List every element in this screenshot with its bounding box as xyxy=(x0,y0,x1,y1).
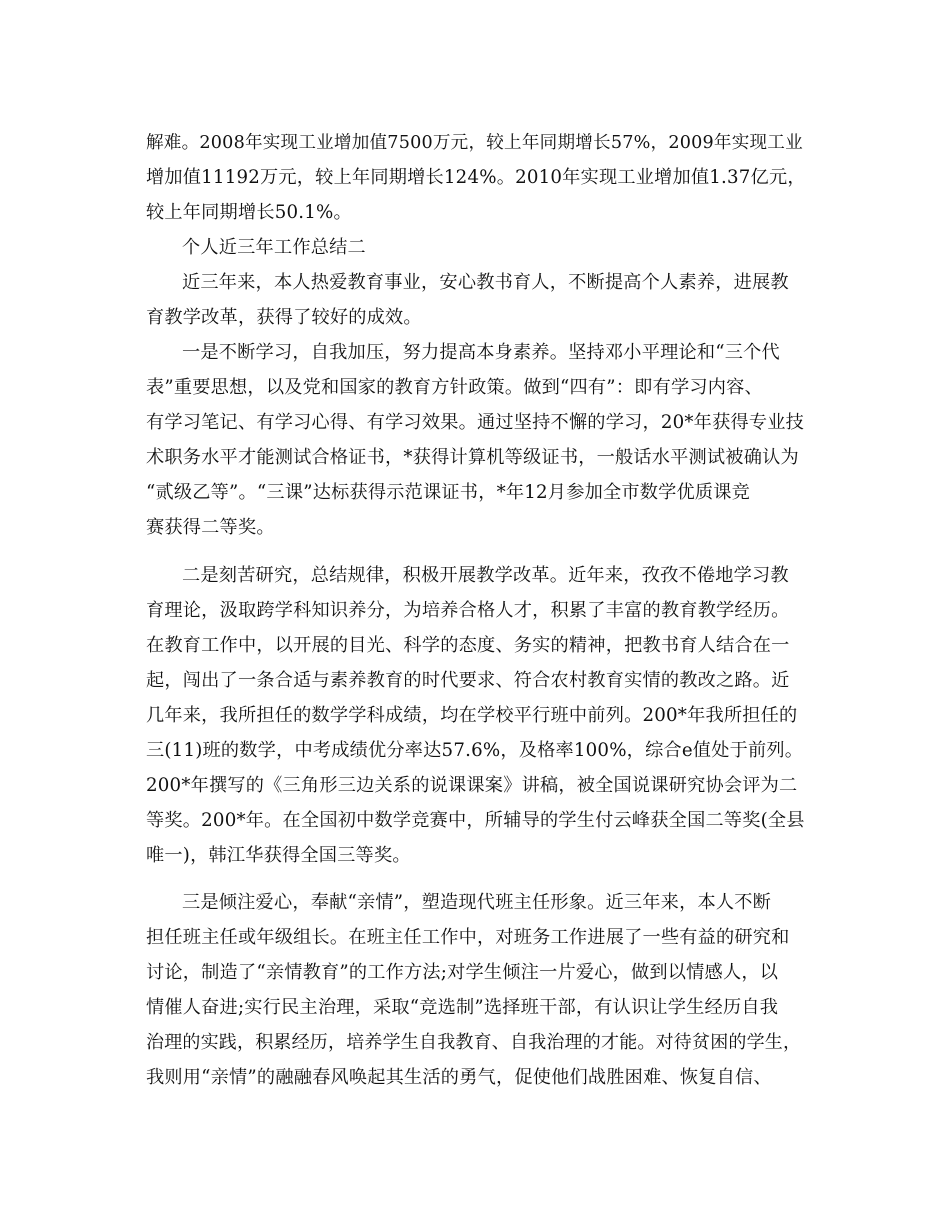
text-line: 表”重要思想，以及党和国家的教育方针政策。做到“四有”：即有学习内容、 xyxy=(146,377,763,398)
text-line: 一是不断学习，自我加压，努力提高本身素养。坚持邓小平理论和“三个代 xyxy=(182,342,780,363)
text-line: 育理论，汲取跨学科知识养分，为培养合格人才，积累了丰富的教育教学经历。 xyxy=(146,600,790,621)
text-line: 赛获得二等奖。 xyxy=(146,517,275,538)
text-line: 较上年同期增长50.1%。 xyxy=(146,202,352,223)
text-line: 二是刻苦研究，总结规律，积极开展教学改革。近年来，孜孜不倦地学习教 xyxy=(182,565,789,586)
text-line: “贰级乙等”。“三课”达标获得示范课证书，*年12月参加全市数学优质课竞 xyxy=(146,482,751,503)
text-line: 担任班主任或年级组长。在班主任工作中，对班务工作进展了一些有益的研究和 xyxy=(146,927,790,948)
text-line: 情催人奋进;实行民主治理，采取“竞选制”选择班干部，有认识让学生经历自我 xyxy=(146,997,779,1018)
text-line: 有学习笔记、有学习心得、有学习效果。通过坚持不懈的学习，20*年获得专业技 xyxy=(146,412,805,433)
text-line: 三(11)班的数学，中考成绩优分率达57.6%，及格率100%，综合e值处于前列。 xyxy=(146,740,804,761)
text-line: 起，闯出了一条合适与素养教育的时代要求、符合农村教育实情的教改之路。近 xyxy=(146,670,790,691)
text-line: 我则用“亲情”的融融春风唤起其生活的勇气，促使他们战胜困难、恢复自信、 xyxy=(146,1067,772,1088)
text-line: 等奖。200*年。在全国初中数学竞赛中，所辅导的学生付云峰获全国二等奖(全县 xyxy=(146,810,805,831)
text-line: 近三年来，本人热爱教育事业，安心教书育人，不断提高个人素养，进展教 xyxy=(182,272,789,293)
text-line: 治理的实践，积累经历，培养学生自我教育、自我治理的才能。对待贫困的学生， xyxy=(146,1032,802,1053)
text-line: 在教育工作中，以开展的目光、科学的态度、务实的精神，把教书育人结合在一 xyxy=(146,635,790,656)
text-line: 唯一)，韩江华获得全国三等奖。 xyxy=(146,845,411,866)
text-line: 三是倾注爱心，奉献“亲情”，塑造现代班主任形象。近三年来，本人不断 xyxy=(182,892,772,913)
text-line: 育教学改革，获得了较好的成效。 xyxy=(146,307,422,328)
text-line: 术职务水平才能测试合格证书，*获得计算机等级证书，一般话水平测试被确认为 xyxy=(146,447,799,468)
text-line: 讨论，制造了“亲情教育”的工作方法;对学生倾注一片爱心，做到以情感人，以 xyxy=(146,962,779,983)
section-heading: 个人近三年工作总结二 xyxy=(182,237,366,258)
text-line: 200*年撰写的《三角形三边关系的说课课案》讲稿，被全国说课研究协会评为二 xyxy=(146,775,798,796)
text-line: 几年来，我所担任的数学学科成绩，均在学校平行班中前列。200*年我所担任的 xyxy=(146,705,798,726)
text-line: 增加值11192万元，较上年同期增长124%。2010年实现工业增加值1.37亿元， xyxy=(146,167,806,188)
text-line: 解难。2008年实现工业增加值7500万元，较上年同期增长57%，2009年实现工业 xyxy=(146,133,803,153)
